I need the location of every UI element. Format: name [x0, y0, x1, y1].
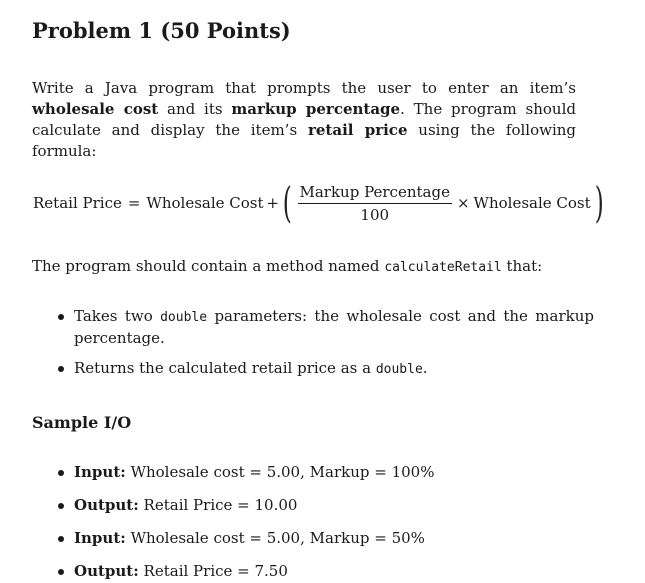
formula-term-wholesale-cost-2: Wholesale Cost — [473, 194, 591, 212]
type-code: double — [375, 362, 423, 377]
list-item: Takes two double parameters: the wholesale cost and the markup percentage. — [58, 306, 594, 349]
sample-io-item — [58, 462, 434, 483]
right-paren: ) — [594, 178, 604, 227]
retail-price-formula — [33, 178, 607, 227]
intro-bold-wholesale-cost: wholesale cost — [32, 100, 159, 118]
intro-text-3: . The program should calculate and display the item’s — [32, 100, 576, 139]
left-paren: ( — [282, 178, 292, 227]
sample-label: Input: — [74, 529, 126, 547]
formula-equals: = — [127, 194, 141, 212]
formula-times: × — [456, 194, 470, 212]
formula-lhs: Retail Price — [33, 194, 122, 212]
method-text-1: The program should contain a method named — [32, 257, 385, 275]
sample-io-item — [58, 495, 297, 516]
sample-text: Wholesale cost = 5.00, Markup = 50% — [130, 529, 425, 547]
method-text-2: that: — [501, 257, 543, 275]
method-description — [32, 256, 576, 278]
sample-io-item — [58, 528, 425, 549]
sample-io-item — [58, 561, 288, 582]
intro-text-1: Write a Java program that prompts the user to enter an item’s — [32, 79, 576, 97]
sample-label: Input: — [74, 463, 126, 481]
sample-io-heading: Sample I/O — [32, 413, 132, 432]
bullet-icon — [58, 503, 64, 509]
intro-bold-retail-price: retail price — [307, 121, 408, 139]
intro-bold-markup-percentage: markup percentage — [231, 100, 401, 118]
bullet-icon — [58, 536, 64, 542]
list-item: Returns the calculated retail price as a double. — [58, 358, 594, 380]
formula-term-wholesale-cost: Wholesale Cost — [146, 194, 264, 212]
bullet-icon — [58, 470, 64, 476]
bullet-icon — [58, 314, 64, 320]
bullet-icon — [58, 569, 64, 575]
sample-text: Retail Price = 7.50 — [143, 562, 288, 580]
problem-title: Problem 1 (50 Points) — [32, 18, 291, 43]
formula-plus: + — [266, 194, 280, 212]
sample-text: Wholesale cost = 5.00, Markup = 100% — [130, 463, 435, 481]
type-code: double — [160, 310, 208, 325]
sample-label: Output: — [74, 496, 139, 514]
sample-label: Output: — [74, 562, 139, 580]
method-name-code: calculateRetail — [384, 260, 502, 275]
intro-text-4: using the following formula: — [32, 121, 577, 160]
markup-fraction — [298, 183, 452, 224]
sample-text: Retail Price = 10.00 — [143, 496, 298, 514]
fraction-denominator: 100 — [360, 205, 390, 224]
fraction-numerator: Markup Percentage — [298, 183, 452, 204]
bullet-icon — [58, 366, 64, 372]
intro-paragraph — [32, 78, 576, 162]
intro-text-2: and its — [158, 100, 232, 118]
